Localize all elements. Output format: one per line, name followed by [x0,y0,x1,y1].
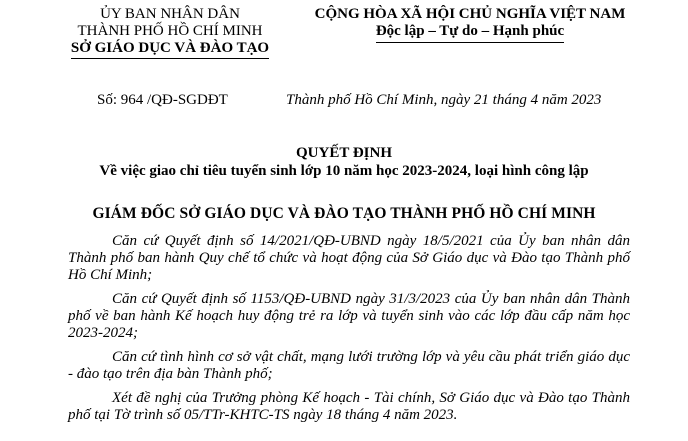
director-heading: GIÁM ĐỐC SỞ GIÁO DỤC VÀ ĐÀO TẠO THÀNH PHỐ HỒ CHÍ MINH [92,205,596,222]
document-title: QUYẾT ĐỊNH [296,145,392,161]
legal-basis-paragraph-4: Xét đề nghị của Trưởng phòng Kế hoạch - Tài chính, Sở Giáo dục và Đào tạo Thành phố tại Tờ trình số 05/TTr-KHTC-TS ngày 18 tháng 4 năm 2023. [68,390,630,423]
national-motto: Độc lập – Tự do – Hạnh phúc [376,23,564,43]
legal-basis-paragraph-3: Căn cứ tình hình cơ sở vật chất, mạng lưới trường lớp và yêu cầu phát triển giáo dục - đào tạo trên địa bàn Thành phố; [68,349,630,382]
legal-basis-paragraph-2: Căn cứ Quyết định số 1153/QĐ-UBND ngày 31/3/2023 của Ủy ban nhân dân Thành phố về ban hành Kế hoạch huy động trẻ ra lớp và tuyển sinh vào các lớp đầu cấp năm học 2023-2024; [68,291,630,341]
department-name: SỞ GIÁO DỤC VÀ ĐÀO TẠO [71,40,269,59]
national-name: CỘNG HÒA XÃ HỘI CHỦ NGHĨA VIỆT NAM [314,6,626,22]
authority-line-2: THÀNH PHỐ HỒ CHÍ MINH [77,23,263,39]
authority-line-1: ỦY BAN NHÂN DÂN [100,6,240,22]
place-and-date: Thành phố Hồ Chí Minh, ngày 21 tháng 4 năm 2023 [286,92,602,108]
issuing-authority [40,6,300,59]
legal-basis-paragraph-1: Căn cứ Quyết định số 14/2021/QĐ-UBND ngày 18/5/2021 của Ủy ban nhân dân Thành phố ban hành Quy chế tổ chức và hoạt động của Sở Giáo dục và Đào tạo Thành phố Hồ Chí Minh; [68,233,630,283]
national-heading [290,6,650,43]
document-subtitle: Về việc giao chỉ tiêu tuyển sinh lớp 10 năm học 2023-2024, loại hình công lập [99,163,589,179]
document-number: Số: 964 /QĐ-SGDĐT [97,92,228,108]
